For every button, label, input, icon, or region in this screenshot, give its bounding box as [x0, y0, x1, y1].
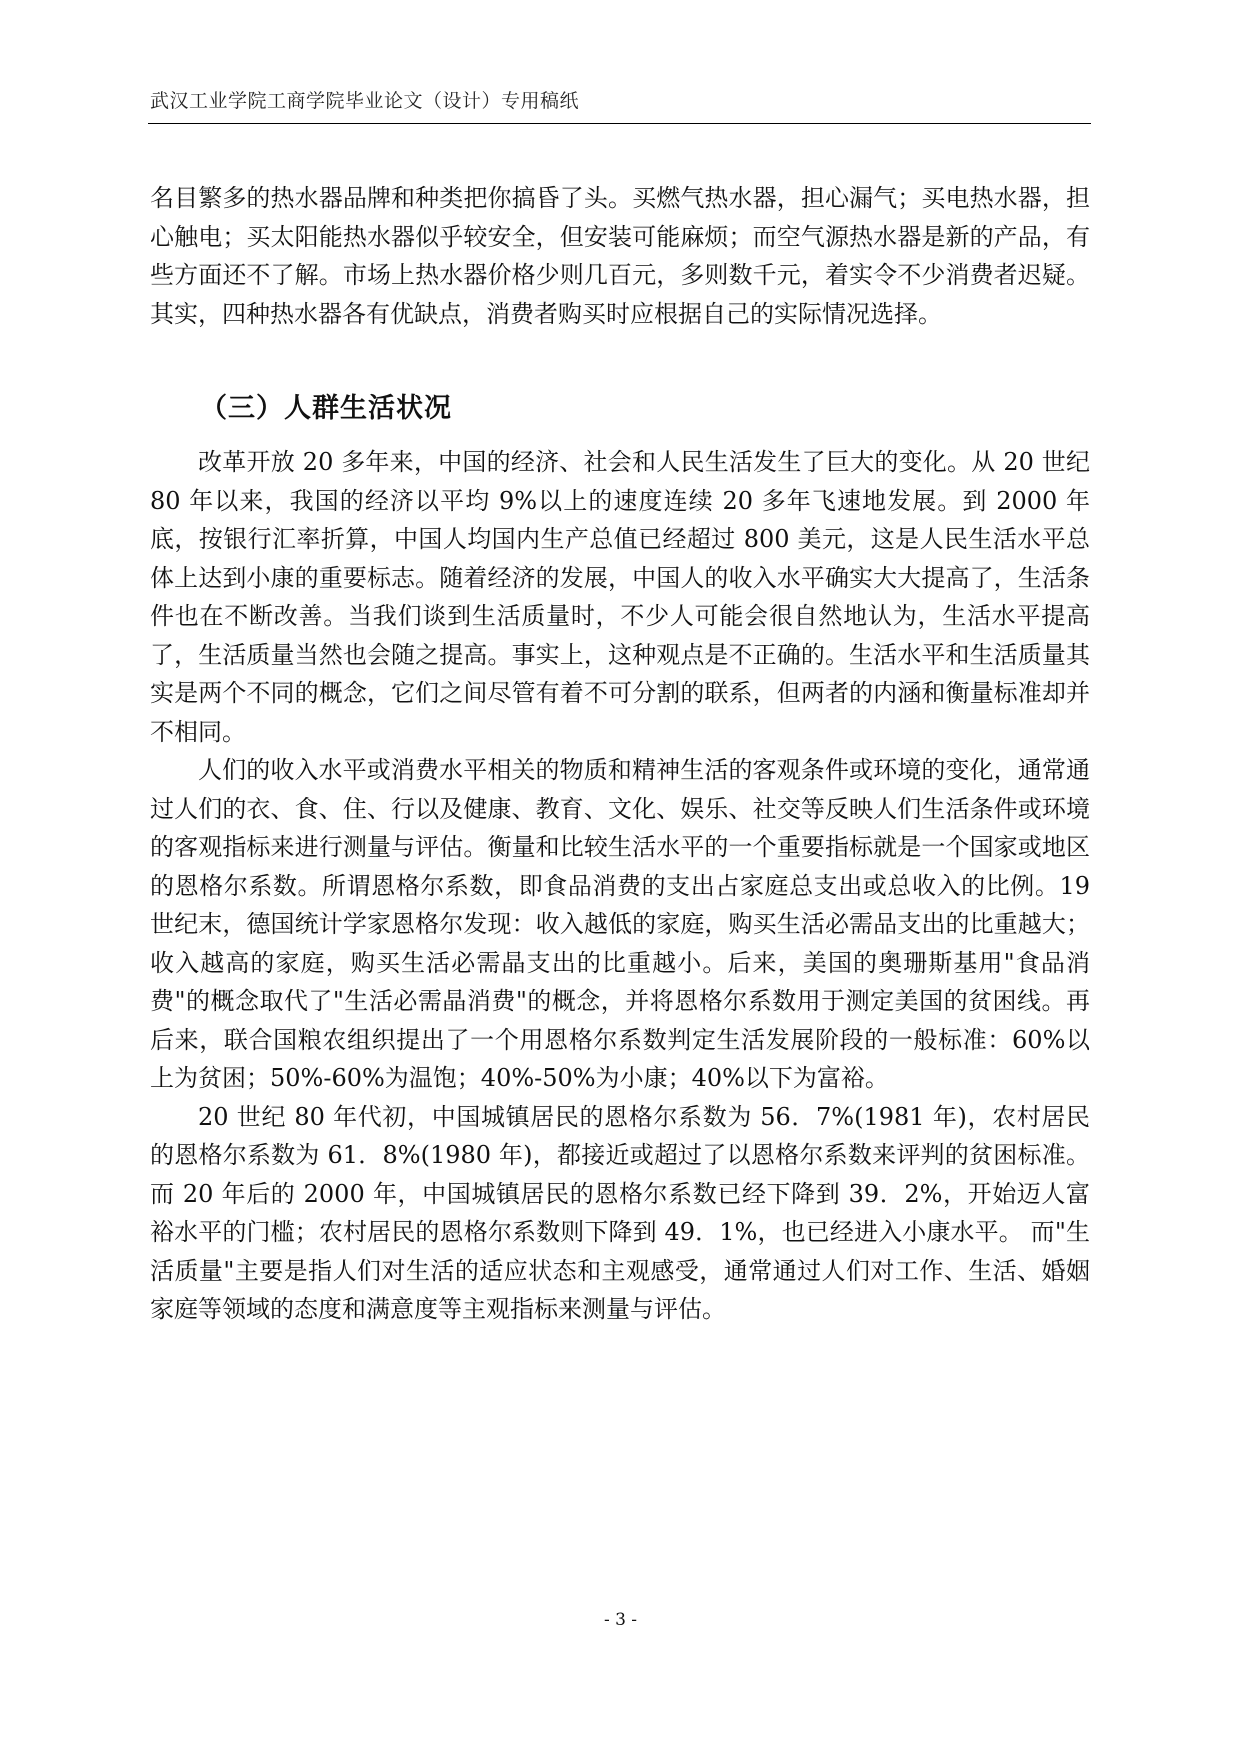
section-text-block	[150, 443, 1090, 1329]
section-paragraph-1: 改革开放 20 多年来，中国的经济、社会和人民生活发生了巨大的变化。从 20 世纪 80 年以来，我国的经济以平均 9%以上的速度连续 20 多年飞速地发展。到 2000 年底，按银行汇率折算，中国人均国内生产总值已经超过 800 美元，这是人民生活水平总体上达到小康的重要标志。随着经济的发展，中国人的收入水平确实大大提高了，生活条件也在不断改善。当我们谈到生活质量时，不少人可能会很自然地认为，生活水平提高了，生活质量当然也会随之提高。事实上，这种观点是不正确的。生活水平和生活质量其实是两个不同的概念，它们之间尽管有着不可分割的联系，但两者的内涵和衡量标准却并不相同。	[150, 448, 1090, 746]
section-heading: （三）人群生活状况	[200, 393, 452, 424]
page-number: - 3 -	[603, 1610, 638, 1630]
intro-paragraph: 名目繁多的热水器品牌和种类把你搞昏了头。买燃气热水器，担心漏气；买电热水器，担心触电；买太阳能热水器似乎较安全，但安装可能麻烦；而空气源热水器是新的产品，有些方面还不了解。市场上热水器价格少则几百元，多则数千元，着实令不少消费者迟疑。其实，四种热水器各有优缺点，消费者购买时应根据自己的实际情况选择。	[150, 184, 1090, 328]
section-paragraph-2: 人们的收入水平或消费水平相关的物质和精神生活的客观条件或环境的变化，通常通过人们的衣、食、住、行以及健康、教育、文化、娱乐、社交等反映人们生活条件或环境的客观指标来进行测量与评估。衡量和比较生活水平的一个重要指标就是一个国家或地区的恩格尔系数。所谓恩格尔系数，即食品消费的支出占家庭总支出或总收入的比例。19 世纪末，德国统计学家恩格尔发现：收入越低的家庭，购买生活必需品支出的比重越大；收入越高的家庭，购买生活必需晶支出的比重越小。后来，美国的奥珊斯基用"食品消费"的概念取代了"生活必需晶消费"的概念，并将恩格尔系数用于测定美国的贫困线。再后来，联合国粮农组织提出了一个用恩格尔系数判定生活发展阶段的一般标准：60%以上为贫困；50%-60%为温饱；40%-50%为小康；40%以下为富裕。	[150, 756, 1090, 1092]
running-header: 武汉工业学院工商学院毕业论文（设计）专用稿纸	[150, 90, 580, 112]
section-paragraph-3: 20 世纪 80 年代初，中国城镇居民的恩格尔系数为 56．7%(1981 年)，农村居民的恩格尔系数为 61．8%(1980 年)，都接近或超过了以恩格尔系数来评判的贫困标准。而 20 年后的 2000 年，中国城镇居民的恩格尔系数已经下降到 39．2%，开始迈人富裕水平的门槛；农村居民的恩格尔系数则下降到 49．1%，也已经进入小康水平。 而"生活质量"主要是指人们对生活的适应状态和主观感受，通常通过人们对工作、生活、婚姻家庭等领域的态度和满意度等主观指标来测量与评估。	[150, 1102, 1090, 1323]
intro-text-block	[150, 179, 1090, 333]
header-rule	[148, 123, 1091, 124]
